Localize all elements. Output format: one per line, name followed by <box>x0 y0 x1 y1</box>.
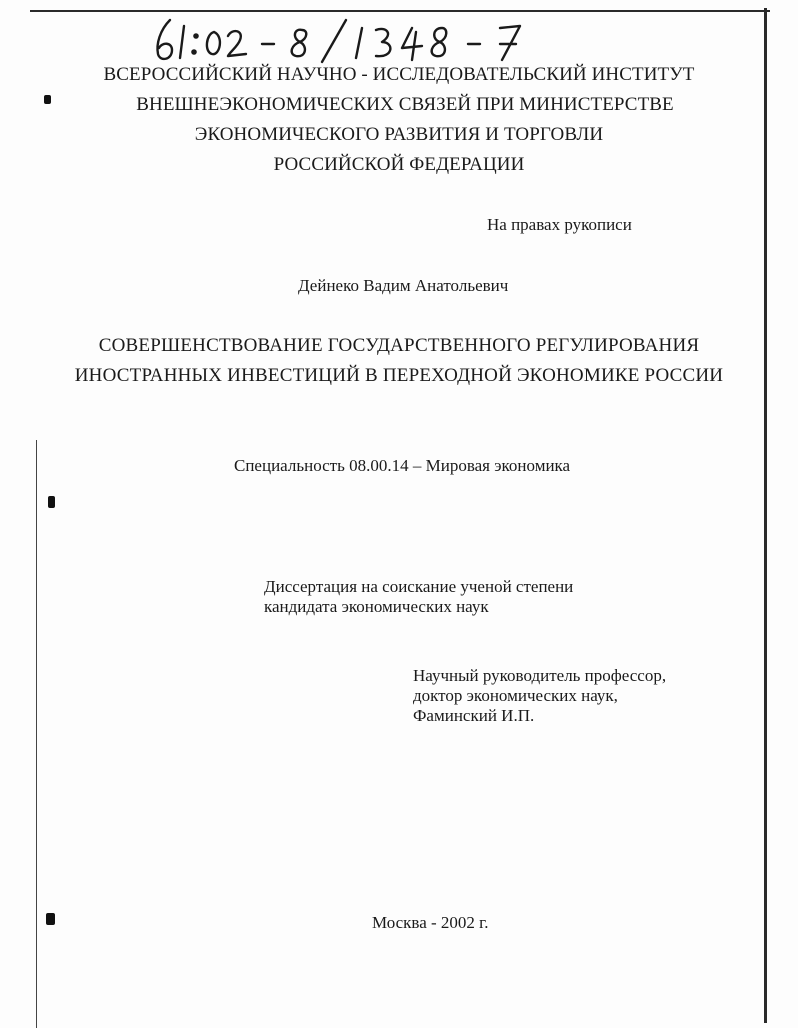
dissertation-degree-line-1: Диссертация на соискание ученой степени <box>264 577 574 596</box>
specialty: Специальность 08.00.14 – Мировая экономика <box>234 456 571 475</box>
scan-top-edge <box>30 10 770 12</box>
institute-line-3: ЭКОНОМИЧЕСКОГО РАЗВИТИЯ И ТОРГОВЛИ <box>194 124 604 145</box>
manuscript-note: На правах рукописи <box>487 215 632 234</box>
dissertation-degree-line-2: кандидата экономических наук <box>264 597 489 616</box>
dissertation-title-line-2: ИНОСТРАННЫХ ИНВЕСТИЦИЙ В ПЕРЕХОДНОЙ ЭКОНОМИКЕ РОССИИ <box>74 365 724 386</box>
dissertation-title-line-1: СОВЕРШЕНСТВОВАНИЕ ГОСУДАРСТВЕННОГО РЕГУЛИРОВАНИЯ <box>98 335 700 356</box>
handwritten-archive-number <box>150 14 570 66</box>
supervisor-line-1: Научный руководитель профессор, <box>413 666 667 685</box>
supervisor-line-2: доктор экономических наук, <box>413 686 618 705</box>
punch-hole-mark <box>46 913 55 925</box>
institute-line-2: ВНЕШНЕЭКОНОМИЧЕСКИХ СВЯЗЕЙ ПРИ МИНИСТЕРСТВЕ <box>136 94 674 115</box>
punch-hole-mark <box>48 496 55 508</box>
city-year: Москва - 2002 г. <box>372 913 489 932</box>
supervisor-line-3: Фаминский И.П. <box>413 706 535 725</box>
institute-line-4: РОССИЙСКОЙ ФЕДЕРАЦИИ <box>273 154 525 175</box>
author-name: Дейнеко Вадим Анатольевич <box>298 276 509 295</box>
institute-line-1: ВСЕРОССИЙСКИЙ НАУЧНО - ИССЛЕДОВАТЕЛЬСКИЙ ИНСТИТУТ <box>103 64 695 85</box>
handwritten-archive-number-svg <box>150 14 570 66</box>
scan-left-edge <box>36 440 37 1028</box>
